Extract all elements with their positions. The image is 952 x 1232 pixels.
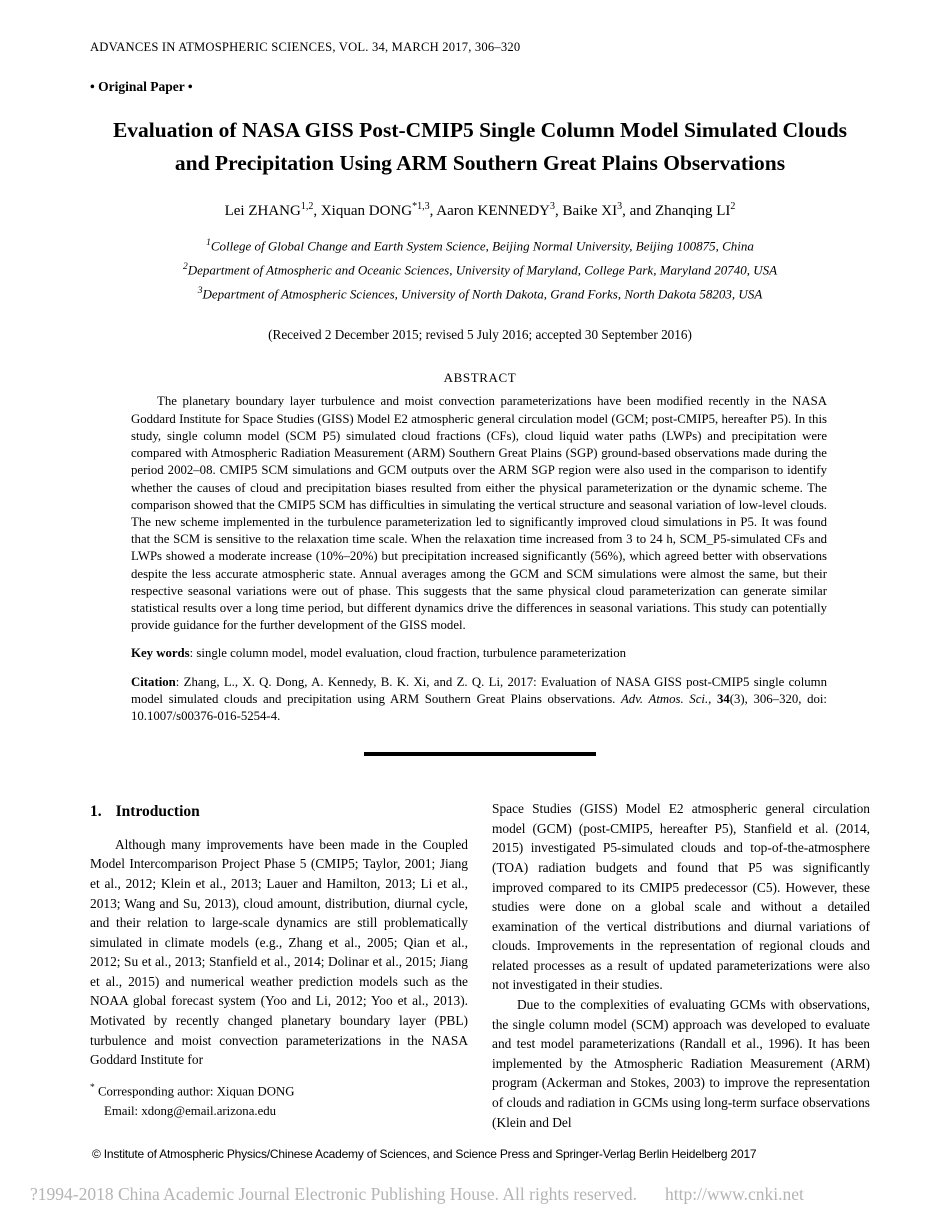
citation-label: Citation (131, 674, 176, 689)
abstract-text: The planetary boundary layer turbulence and moist convection parameterizations have been modified recently in the NASA Goddard Institute for Space Studies (GISS) Model E2 atmospheric general circulation model (GCM; post-CMIP5, hereafter P5). In this study, single column model (SCM P5) simulated cloud fractions (CFs), cloud liquid water paths (LWPs) and precipitation were compared with Atmospheric Radiation Measurement (ARM) Southern Great Plains (SGP) ground-based observations made during the period 2002–08. CMIP5 SCM simulations and GCM outputs over the ARM SGP region were also used in the comparison to identify whether the causes of cloud and precipitation biases resulted from either the physical parameterization or the dynamic scheme. The comparison showed that the CMIP5 SCM has difficulties in simulating the vertical structure and seasonal variation of low-level clouds. The new scheme implemented in the turbulence parameterization led to significantly improved cloud simulations in P5. It was found that the SCM is sensitive to the relaxation time scale. When the relaxation time increased from 3 to 24 h, SCM_P5-simulated CFs and LWPs showed a moderate increase (10%–20%) but precipitation increased significantly (56%), which agreed better with observations despite the less accurate atmospheric state. Annual averages among the GCM and SCM simulations were almost the same, but their respective seasonal variations were out of phase. This suggests that the same physical cloud parameterization can generate similar statistical results over a long time period, but different dynamics drive the differences in seasonal variations. This study can potentially provide guidance for the further development of the GISS model. (131, 394, 827, 633)
affiliation-1-text: College of Global Change and Earth System Science, Beijing Normal University, Beijing 100875, China (210, 238, 754, 254)
watermark-text: ?1994-2018 China Academic Journal Electronic Publishing House. All rights reserved. (30, 1184, 638, 1204)
citation-text: : Zhang, L., X. Q. Dong, A. Kennedy, B. K. Xi, and Z. Q. Li, 2017: Evaluation of NASA GISS post-CMIP5 single column model simulated clouds and precipitation using ARM Southern Great Plains observations. Adv. Atmos. Sci., 34(3), 306–320, doi: 10.1007/s00376-016-5254-4. (131, 674, 827, 723)
section-title: Introduction (115, 803, 200, 821)
affiliation-3-marker: 3 (197, 285, 203, 296)
right-column (492, 799, 870, 1149)
affiliation-1-marker: 1 (206, 238, 211, 248)
journal-header: ADVANCES IN ATMOSPHERIC SCIENCES, VOL. 34, MARCH 2017, 306–320 (90, 40, 521, 54)
paper-title-line-2: and Precipitation Using ARM Southern Great Plains Observations (174, 150, 786, 175)
abstract-heading: ABSTRACT (443, 370, 517, 386)
cnki-watermark (30, 1184, 804, 1205)
paper-type-label: • Original Paper • (90, 79, 193, 94)
affiliation-3 (90, 281, 870, 305)
paper-title (90, 114, 870, 179)
footnote-asterisk: * (90, 1083, 95, 1093)
intro-paragraph-right-continuation: Space Studies (GISS) Model E2 atmospheric general circulation model (GCM) (post-CMIP5, hereafter P5), Stanfield et al. (2014, 2015) investigated P5-simulated clouds and top-of-the-atmosphere (TOA) radiation budgets and found that P5 was significantly improved compared to its CMIP5 predecessor (C5). However, these studies were done on a global scale and without a detailed examination of the vertical distributions and diurnal variations of clouds. Improvements in the representation of regional clouds and related processes as a result of updated parameterizations were also not investigated in their studies. (492, 801, 870, 993)
affiliations-block (90, 233, 870, 304)
copyright-line: © Institute of Atmospheric Physics/Chinese Academy of Sciences, and Science Press and Springer-Verlag Berlin Heidelberg 2017 (92, 1147, 757, 1161)
section-divider-rule (364, 752, 596, 756)
watermark-url: http://www.cnki.net (665, 1184, 804, 1204)
corresponding-author-line: * Corresponding author: Xiquan DONG (90, 1083, 295, 1099)
email-line: Email: xdong@email.arizona.edu (104, 1104, 277, 1119)
affiliation-2-marker: 2 (182, 261, 188, 272)
section-number: 1. (90, 803, 102, 821)
keywords-label: Key words (131, 646, 190, 661)
affiliation-3-text: Department of Atmospheric Sciences, University of North Dakota, Grand Forks, North Dakota 58203, USA (202, 285, 763, 301)
page-content (90, 0, 870, 1149)
received-dates-line: (Received 2 December 2015; revised 5 July 2016; accepted 30 September 2016) (268, 327, 692, 343)
affiliation-2 (90, 257, 870, 281)
section-heading-introduction (90, 802, 468, 822)
citation-paragraph (131, 674, 827, 726)
corresponding-author-footnote (90, 1078, 295, 1121)
intro-paragraph-right-2: Due to the complexities of evaluating GCMs with observations, the single column model (SCM) approach was developed to evaluate and test model parameterizations (Randall et al., 1996). It has been implemented by the Atmospheric Radiation Measurement (ARM) program (Ackerman and Stokes, 2003) to improve the representation of clouds and radiation in GCMs using long-term surface observations (Klein and Del (492, 997, 870, 1130)
affiliation-2-text: Department of Atmospheric and Oceanic Sciences, University of Maryland, College Park, Maryland 20740, USA (187, 262, 778, 278)
keywords-line (131, 645, 827, 662)
authors-line: Lei ZHANG$^{1,2}$, Xiquan DONG$^{*1,3}$, Aaron KENNEDY$^3$, Baike $XI^3$, and Zhanqing $LI^2$ (224, 201, 736, 219)
paper-title-line-1: Evaluation of NASA GISS Post-CMIP5 Single Column Model Simulated Clouds (112, 118, 848, 142)
keywords-text: : single column model, model evaluation, cloud fraction, turbulence parameterization (189, 646, 627, 661)
intro-paragraph-left: Although many improvements have been made in the Coupled Model Intercomparison Project Phase 5 (CMIP5; Taylor, 2001; Jiang et al., 2012; Klein et al., 2013; Lauer and Hamilton, 2013; Li et al., 2013; Wang and Su, 2013), cloud amount, distribution, diurnal cycle, and their relation to large-scale dynamics are still problematically simulated in climate models (e.g., Zhang et al., 2005; Qian et al., 2012; Su et al., 2013; Stanfield et al., 2014; Dolinar et al., 2015; Jiang et al., 2015) and numerical weather prediction models such as the NOAA global forecast system (Yoo and Li, 2012; Yoo et al., 2013). Motivated by recently changed planetary boundary layer (PBL) turbulence and moist convection parameterizations in the NASA Goddard Institute for (90, 836, 468, 1068)
affiliation-1 (90, 233, 870, 257)
